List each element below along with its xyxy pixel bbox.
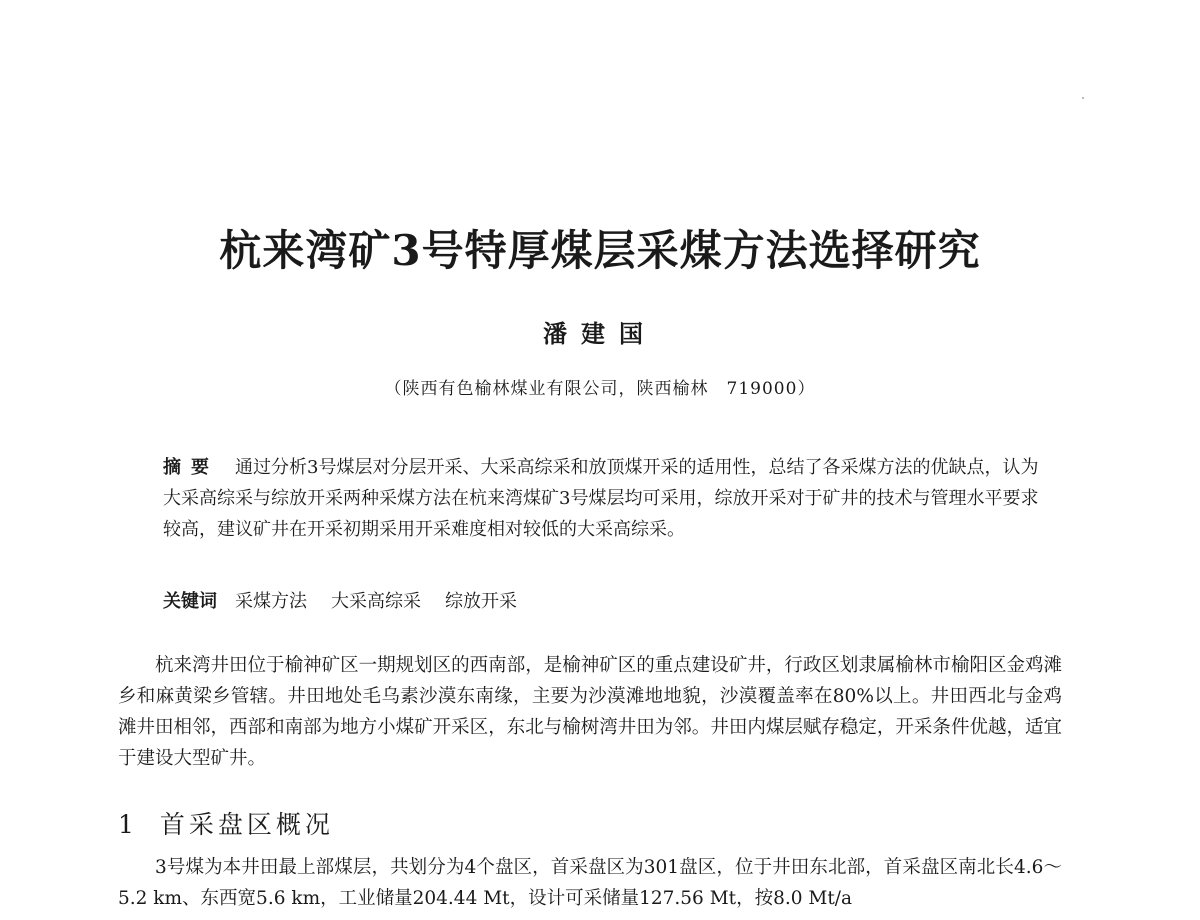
abstract [163,452,1043,545]
section-heading [118,805,334,841]
keyword: 综放开采 [445,591,517,612]
keyword: 大采高综采 [331,591,421,612]
abstract-text: 通过分析3号煤层对分层开采、大采高综采和放顶煤开采的适用性，总结了各采煤方法的优缺点，认为大采高综采与综放开采两种采煤方法在杭来湾煤矿3号煤层均可采用，综放开采对于矿井的技术与管理水平要求较高，建议矿井在开采初期采用开采难度相对较低的大采高综采。 [163,457,1039,540]
scan-mark [1082,97,1084,99]
keywords [163,588,1043,616]
author-name: 潘建国 [543,319,657,348]
abstract-label: 摘要 [163,457,219,478]
section-title: 首采盘区概况 [159,810,334,839]
keywords-label: 关键词 [163,591,217,612]
affiliation: （陕西有色榆林煤业有限公司，陕西榆林 719000） [384,379,816,399]
intro-paragraph: 杭来湾井田位于榆神矿区一期规划区的西南部，是榆神矿区的重点建设矿井，行政区划隶属榆林市榆阳区金鸡滩乡和麻黄梁乡管辖。井田地处毛乌素沙漠东南缘，主要为沙漠滩地地貌，沙漠覆盖率在80%以上。井田西北与金鸡滩井田相邻，西部和南部为地方小煤矿开采区，东北与榆树湾井田为邻。井田内煤层赋存稳定，开采条件优越，适宜于建设大型矿井。 [118,655,1062,769]
section-number: 1 [118,810,138,839]
section-paragraph: 3号煤为本井田最上部煤层，共划分为4个盘区，首采盘区为301盘区，位于井田东北部，首采盘区南北长4.6～5.2 km、东西宽5.6 km，工业储量204.44 Mt，设计可采储量127.56 Mt，按8.0 Mt/a [118,857,1062,909]
paper-title: 杭来湾矿3号特厚煤层采煤方法选择研究 [219,226,981,275]
keyword: 采煤方法 [235,591,307,612]
